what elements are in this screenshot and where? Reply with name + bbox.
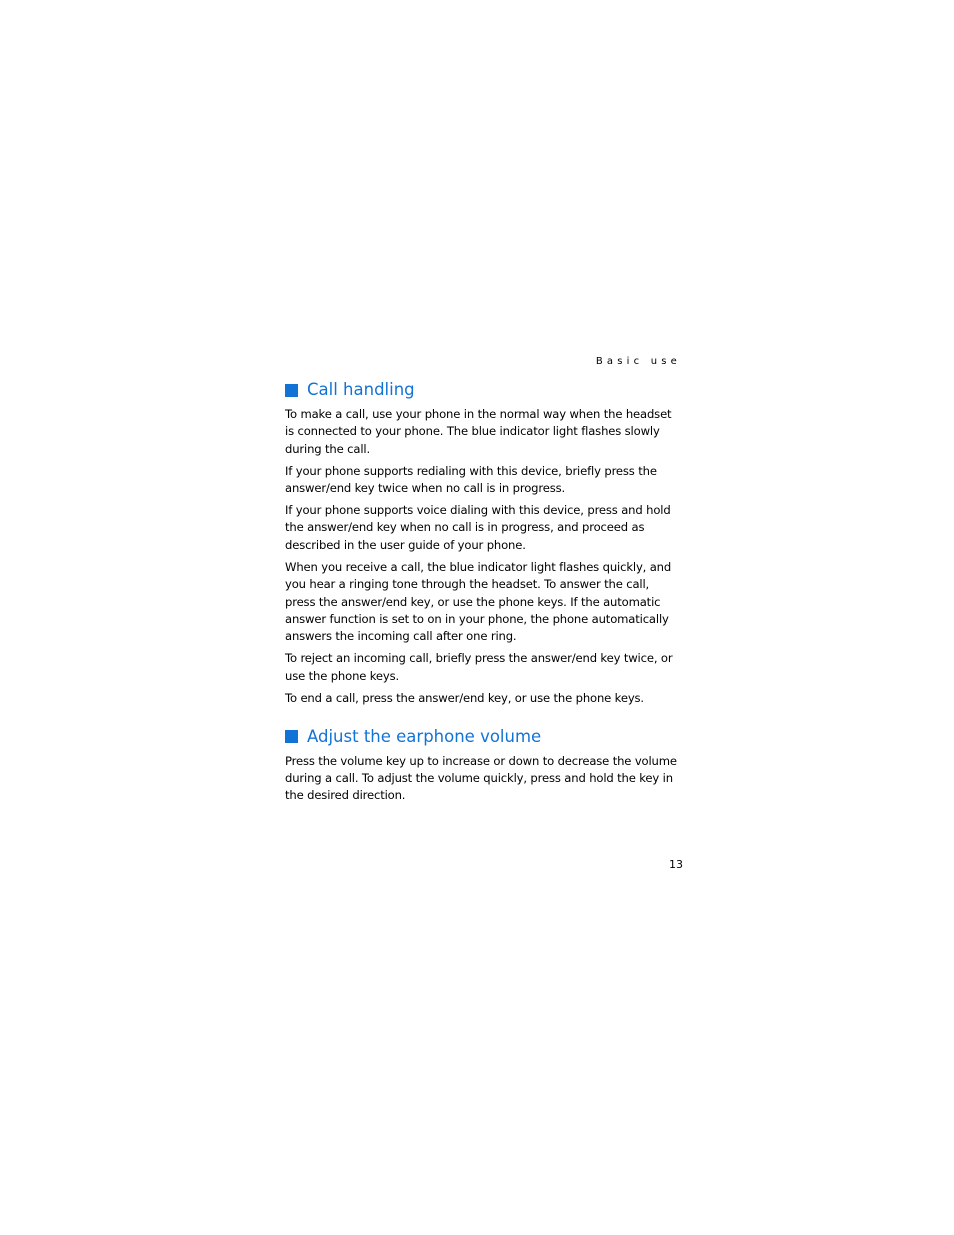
section-spacer [285, 712, 685, 726]
paragraph: To reject an incoming call, briefly press the answer/end key twice, or use the phone keys. [285, 651, 673, 683]
square-bullet-icon [285, 730, 298, 743]
square-bullet-icon [285, 384, 298, 397]
paragraph: To make a call, use your phone in the normal way when the headset is connected to your phone. The blue indicator light flashes slowly during the call. [285, 407, 672, 456]
paragraph: Press the volume key up to increase or down to decrease the volume during a call. To adjust the volume quickly, press and hold the key in the desired direction. [285, 753, 677, 803]
page-content [285, 379, 685, 809]
section-heading [285, 726, 685, 748]
section-heading-text: Call handling [307, 380, 415, 399]
paragraph: If your phone supports voice dialing with this device, press and hold the answer/end key when no call is in progress, and proceed as described in the user guide of your phone. [285, 503, 671, 552]
paragraph: To end a call, press the answer/end key, or use the phone keys. [285, 690, 644, 705]
paragraph: If your phone supports redialing with this device, briefly press the answer/end key twice when no call is in progress. [285, 463, 657, 496]
section-call-handling [285, 379, 685, 707]
section-heading [285, 379, 685, 401]
running-header: Basic use [595, 356, 681, 367]
section-adjust-earphone-volume [285, 726, 685, 805]
section-heading-text: Adjust the earphone volume [307, 726, 542, 746]
page-number: 13 [669, 858, 683, 871]
paragraph: When you receive a call, the blue indicator light flashes quickly, and you hear a ringing tone through the headset. To answer the call, press the answer/end key, or use the phone keys. If the automatic answer function is set to on in your phone, the phone automatically answers the incoming call after one ring. [285, 559, 672, 644]
